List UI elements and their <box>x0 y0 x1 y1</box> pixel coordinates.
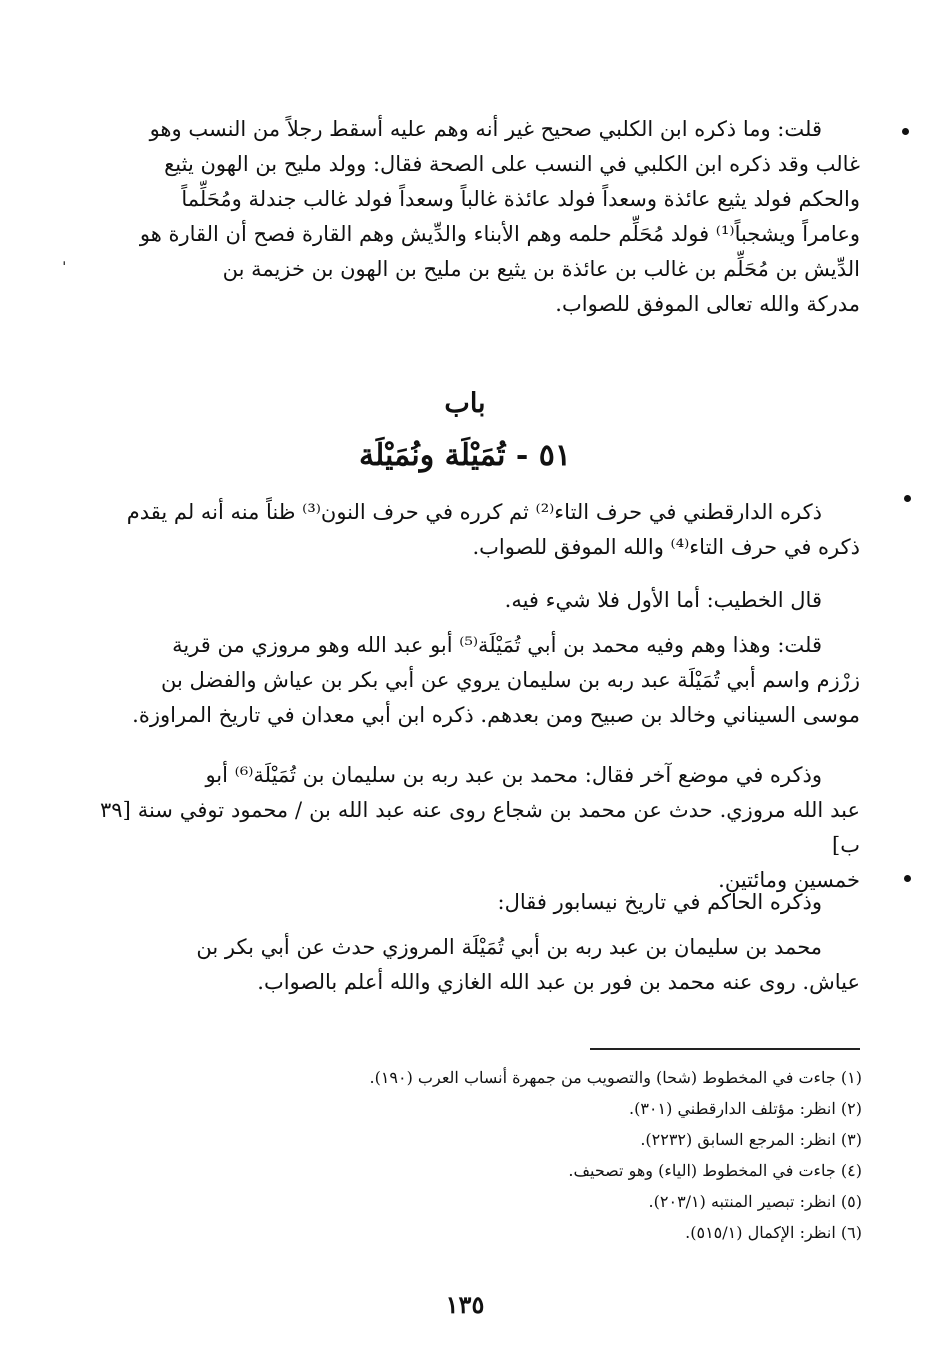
margin-dot <box>902 128 909 135</box>
footnote: (٣) انظر: المرجع السابق (٢٢٣٢). <box>640 1130 862 1149</box>
text-line: غالب وقد ذكره ابن الكلبي في النسب على الصحة فقال: وولد مليح بن الهون يثيع <box>164 152 860 176</box>
text-line: قلت: وهذا وهم وفيه محمد بن أبي تُمَيْلَة⁽⁵⁾ أبو عبد الله وهو مروزي من قرية <box>172 633 822 657</box>
paragraph-comment <box>100 628 860 733</box>
footnote: (٤) جاءت في المخطوط (الياء) وهو تصحيف. <box>568 1161 862 1180</box>
text-line: وذكره الحاكم في تاريخ نيسابور فقال: <box>497 890 822 914</box>
text-line: محمد بن سليمان بن عبد ربه بن أبي تُمَيْلَة المروزي حدث عن أبي بكر بن <box>196 935 822 959</box>
paragraph-quote <box>100 930 860 1000</box>
paragraph-other-place <box>100 758 860 898</box>
footnotes <box>102 1062 862 1248</box>
footnote-divider <box>590 1048 860 1050</box>
footnote: (١) جاءت في المخطوط (شحا) والتصويب من جمهرة أنساب العرب (١٩٠). <box>369 1068 862 1087</box>
text-line: وعامراً ويشجباً⁽¹⁾ فولد مُحَلِّم حلمه وهم الأبناء والدِّيش وهم القارة فصح أن القارة هو <box>139 222 860 246</box>
text-line: مدركة والله تعالى الموفق للصواب. <box>555 292 860 316</box>
text-line: قلت: وما ذكره ابن الكلبي صحيح غير أنه وهم عليه أسقط رجلاً من النسب وهو <box>149 117 822 141</box>
text-line: عبد الله مروزي. حدث عن محمد بن شجاع روى عنه عبد الله بن / محمود توفي سنة [٣٩ ب] <box>100 798 860 857</box>
text-line: قال الخطيب: أما الأول فلا شيء فيه. <box>504 588 822 612</box>
text-line: ذكره الدارقطني في حرف التاء⁽²⁾ ثم كرره في حرف النون⁽³⁾ ظناً منه أنه لم يقدم <box>126 500 822 524</box>
margin-mark: ˌ <box>62 248 67 267</box>
text-line: عياش. روى عنه محمد بن فور بن عبد الله الغازي والله أعلم بالصواب. <box>257 970 860 994</box>
footnote: (٢) انظر: مؤتلف الدارقطني (٣٠١). <box>629 1099 862 1118</box>
margin-dot <box>904 875 911 882</box>
footnote: (٥) انظر: تبصير المنتبه (٢٠٣/١). <box>648 1192 862 1211</box>
text-line: خمسين ومائتين. <box>718 868 860 892</box>
page-number: ١٣٥ <box>445 1290 485 1319</box>
chapter-title: ٥١ - تُمَيْلَة ونُمَيْلَة <box>358 438 572 473</box>
text-line: ذكره في حرف التاء⁽⁴⁾ والله الموفق للصواب. <box>472 535 860 559</box>
text-line: والحكم فولد يثيع عائذة وسعداً فولد عائذة غالباً وسعداً فولد غالب جندلة ومُحَلِّماً <box>181 187 860 211</box>
paragraph-daraqutni <box>100 495 860 565</box>
paragraph-hakim <box>100 885 860 920</box>
footnote: (٦) انظر: الإكمال (٥١٥/١). <box>685 1223 862 1242</box>
paragraph-khatib <box>100 583 860 618</box>
text-line: وذكره في موضع آخر فقال: محمد بن عبد ربه بن سليمان بن تُمَيْلَة⁽⁶⁾ أبو <box>205 763 822 787</box>
text-line: موسى السيناني وخالد بن صبيح ومن بعدهم. ذكره ابن أبي معدان في تاريخ المراوزة. <box>132 703 860 727</box>
margin-dot <box>904 495 911 502</box>
chapter-label: باب <box>444 388 486 419</box>
text-line: زرْزم واسم أبي تُمَيْلَة عبد ربه بن سليمان يروي عن أبي بكر بن عياش والفضل بن <box>160 668 860 692</box>
paragraph-intro <box>100 112 860 322</box>
text-line: الدِّيش بن مُحَلِّم بن غالب بن عائذة بن يثيع بن مليح بن الهون بن خزيمة بن <box>222 257 860 281</box>
